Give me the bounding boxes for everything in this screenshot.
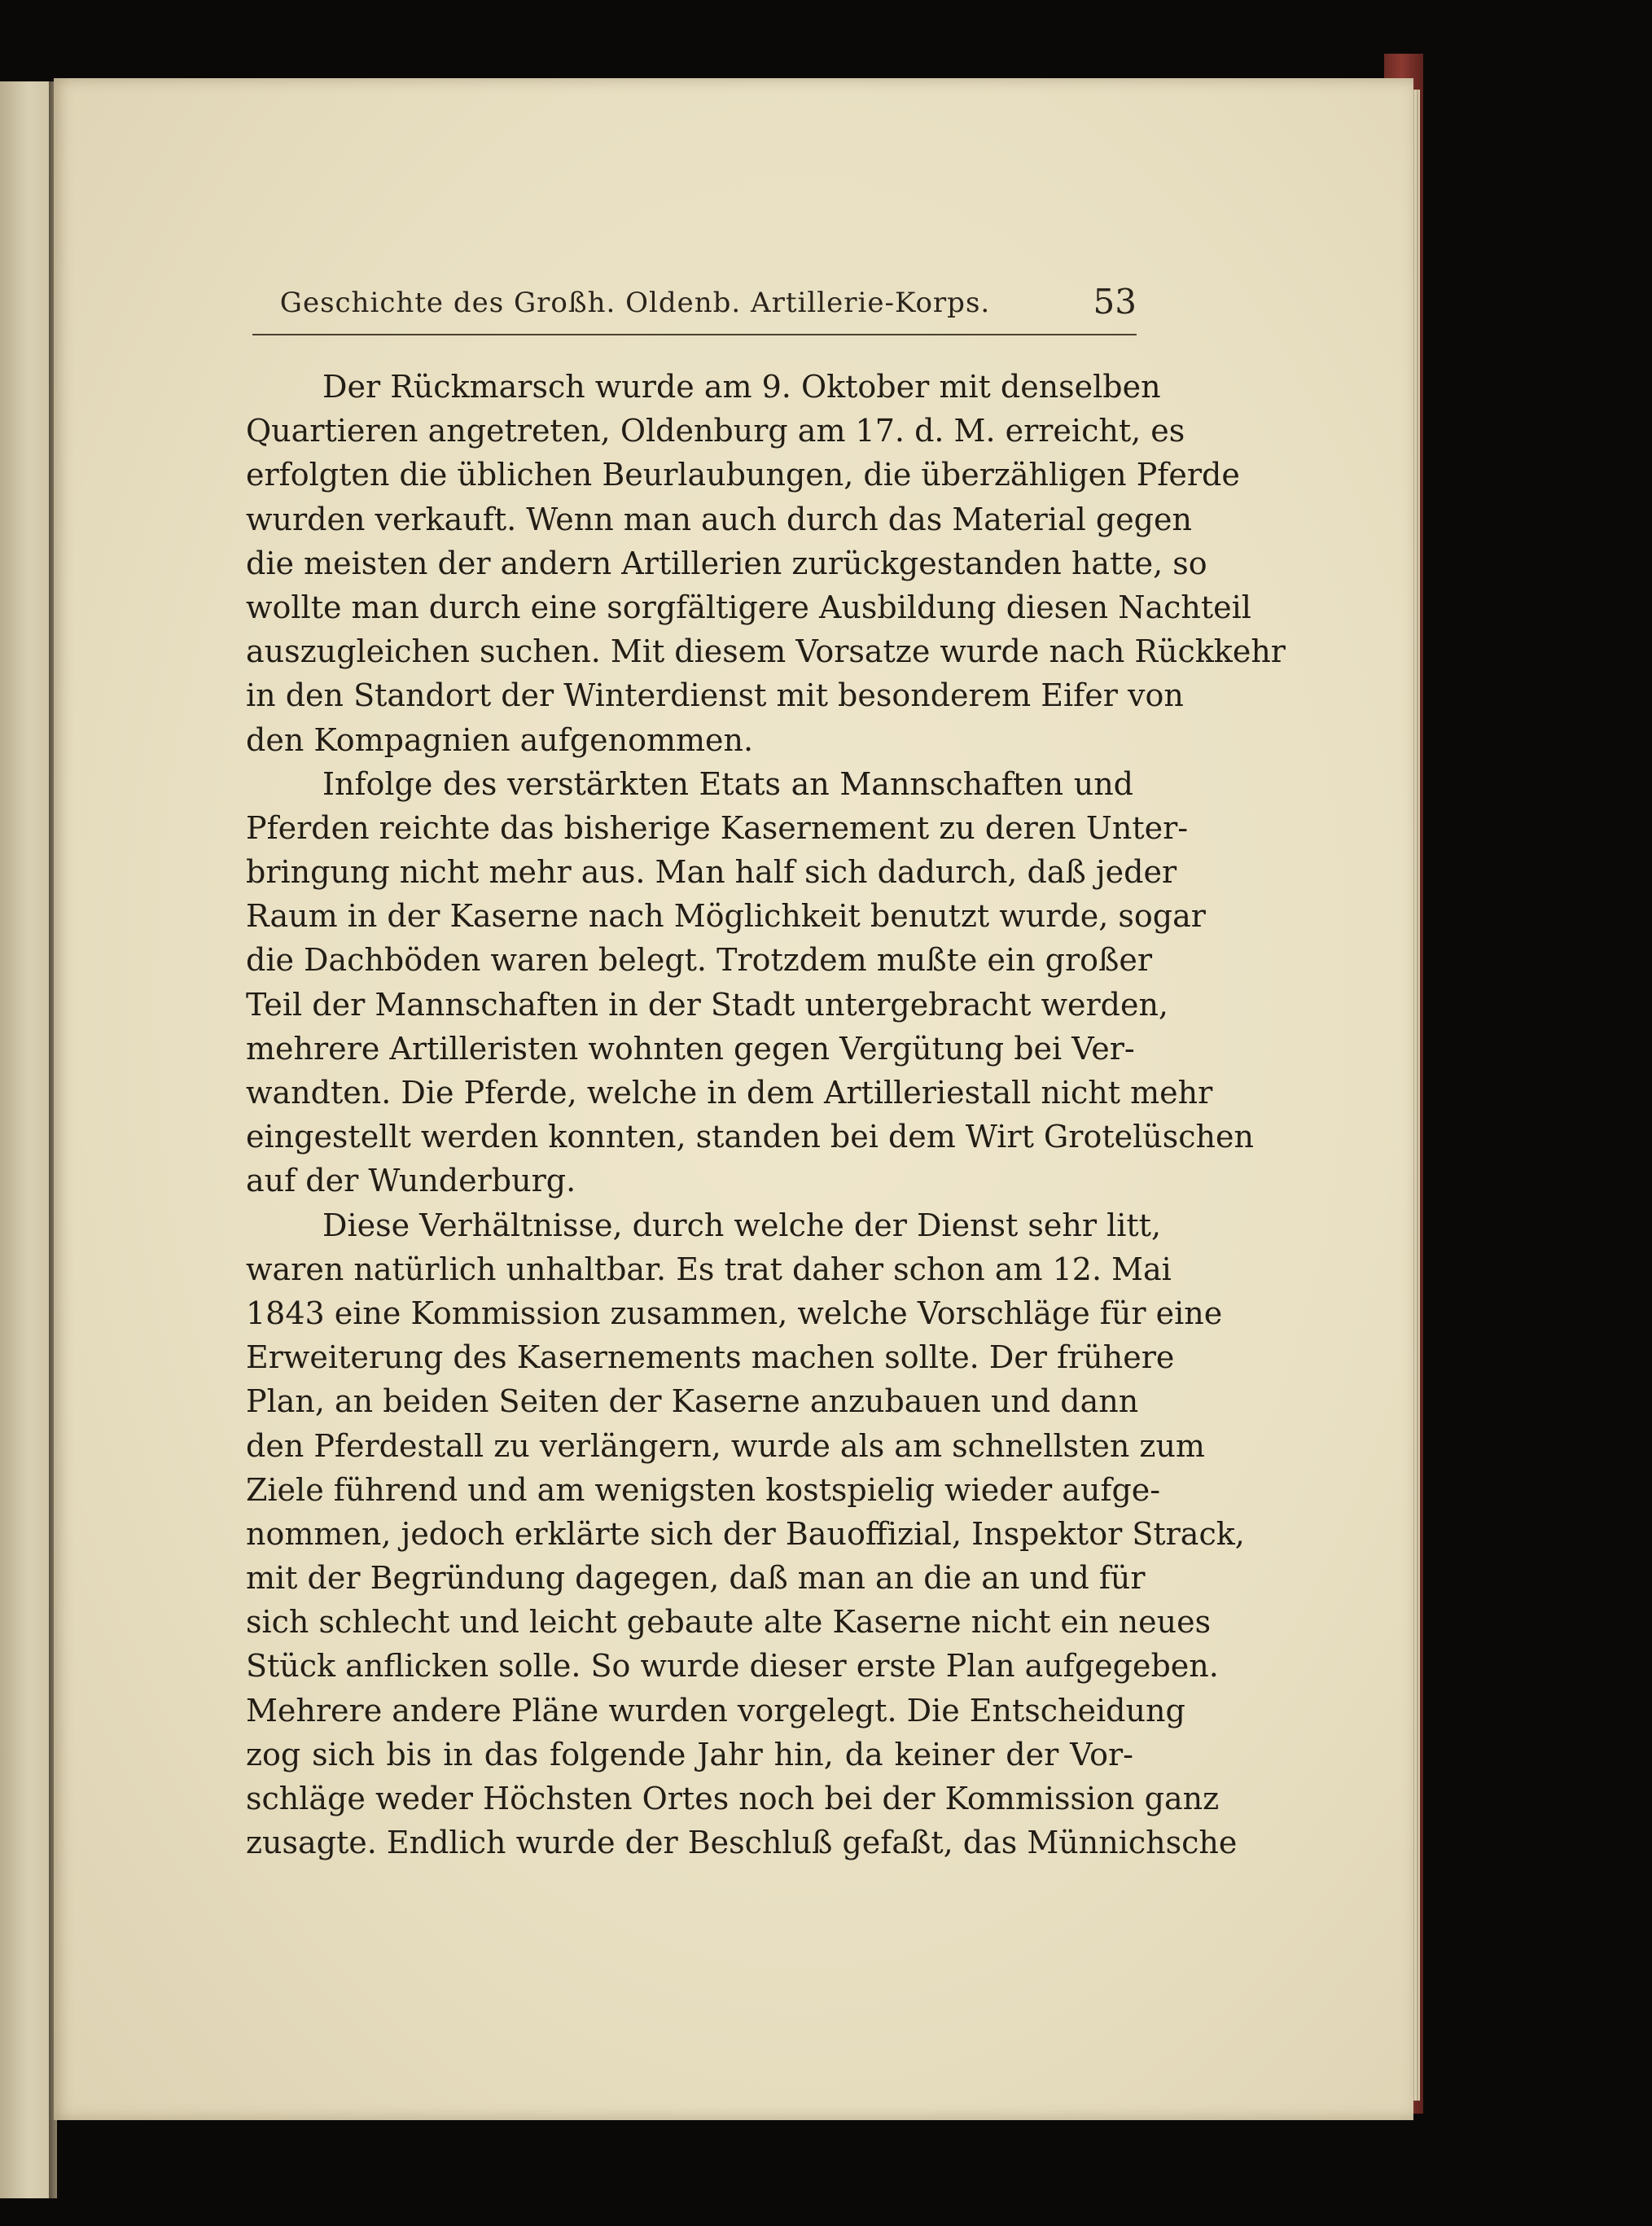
- text-line: Ziele führend und am wenigsten kostspielig wieder aufge-: [246, 1471, 1161, 1508]
- text-line: Diese Verhältnisse, durch welche der Dienst sehr litt,: [322, 1207, 1162, 1243]
- text-line: wandten. Die Pferde, welche in dem Artilleriestall nicht mehr: [246, 1075, 1213, 1111]
- text-line: Der Rückmarsch wurde am 9. Oktober mit denselben: [322, 369, 1161, 405]
- text-line: schläge weder Höchsten Ortes noch bei der Kommission ganz: [246, 1781, 1220, 1816]
- facing-page-edge: [0, 81, 52, 2198]
- text-line: sich schlecht und leicht gebaute alte Kaserne nicht ein neues: [246, 1604, 1212, 1641]
- text-line: erfolgten die üblichen Beurlaubungen, die überzähligen Pferde: [246, 457, 1240, 493]
- text-line: Pferden reichte das bisherige Kasernement zu deren Unter-: [246, 809, 1189, 846]
- text-line: in den Standort der Winterdienst mit besonderem Eifer von: [246, 677, 1184, 714]
- text-line: Plan, an beiden Seiten der Kaserne anzubauen und dann: [246, 1383, 1139, 1420]
- text-line: auf der Wunderburg.: [246, 1163, 576, 1199]
- text-line: zusagte. Endlich wurde der Beschluß gefaßt, das Münnichsche: [246, 1825, 1238, 1861]
- text-line: Quartieren angetreten, Oldenburg am 17. d. M. erreicht, es: [246, 413, 1185, 449]
- text-line: mehrere Artilleristen wohnten gegen Vergütung bei Ver-: [246, 1030, 1135, 1067]
- text-line: die meisten der andern Artillerien zurückgestanden hatte, so: [246, 545, 1207, 581]
- header-rule: [252, 334, 1137, 335]
- text-line: waren natürlich unhaltbar. Es trat daher schon am 12. Mai: [246, 1251, 1172, 1287]
- text-line: auszugleichen suchen. Mit diesem Vorsatze wurde nach Rückkehr: [246, 633, 1286, 670]
- text-line: zog sich bis in das folgende Jahr hin, da keiner der Vor-: [246, 1736, 1133, 1772]
- text-line: Mehrere andere Pläne wurden vorgelegt. Die Entscheidung: [246, 1692, 1185, 1729]
- text-line: nommen, jedoch erklärte sich der Bauoffizial, Inspektor Strack,: [246, 1515, 1245, 1552]
- text-line: wurden verkauft. Wenn man auch durch das Material gegen: [246, 501, 1192, 537]
- text-line: wollte man durch eine sorgfältigere Ausbildung diesen Nachteil: [246, 589, 1251, 625]
- text-line: eingestellt werden konnten, standen bei dem Wirt Grotelüschen: [246, 1119, 1254, 1155]
- text-line: mit der Begründung dagegen, daß man an die an und für: [246, 1560, 1146, 1597]
- text-line: Teil der Mannschaften in der Stadt untergebracht werden,: [246, 986, 1169, 1023]
- page-header: [252, 282, 1137, 335]
- text-line: 1843 eine Kommission zusammen, welche Vorschläge für eine: [246, 1295, 1223, 1331]
- text-line: den Kompagnien aufgenommen.: [246, 721, 754, 758]
- text-line: die Dachböden waren belegt. Trotzdem mußte ein großer: [246, 942, 1153, 979]
- text-line: Erweiterung des Kasernements machen sollte. Der frühere: [246, 1339, 1175, 1376]
- page-number: 53: [1093, 282, 1137, 322]
- text-line: Infolge des verstärkten Etats an Mannschaften und: [322, 765, 1133, 802]
- text-line: Raum in der Kaserne nach Möglichkeit benutzt wurde, sogar: [246, 898, 1206, 935]
- text-line: den Pferdestall zu verlängern, wurde als am schnellsten zum: [246, 1427, 1205, 1464]
- body-text: [246, 365, 1286, 1864]
- running-head: Geschichte des Großh. Oldenb. Artillerie-Korps.: [279, 287, 991, 319]
- text-line: Stück anflicken solle. So wurde dieser erste Plan aufgegeben.: [246, 1648, 1219, 1685]
- text-line: bringung nicht mehr aus. Man half sich dadurch, daß jeder: [246, 854, 1177, 891]
